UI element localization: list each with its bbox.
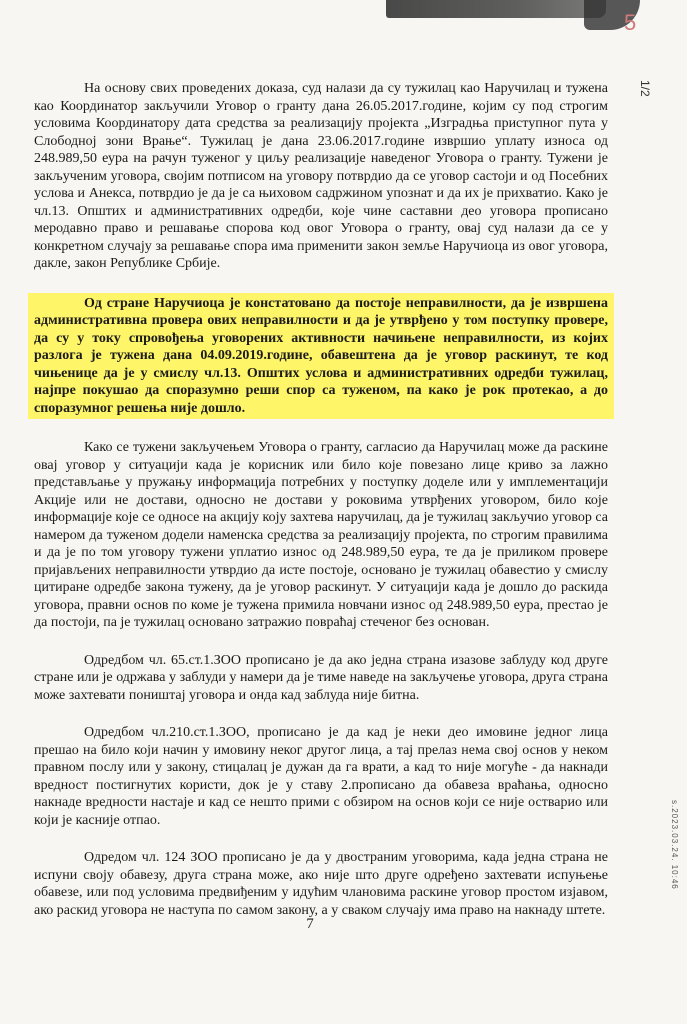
paragraph-highlighted-irregularities: Од стране Наручиоца је констатовано да постоје неправилности, да је извршена административна провера ових неправилности и да је утврђено у том поступку провере, да су у току спровођења уговорених активности начињене неправилности, из којих разлога је тужена дана 04.09.2019.године, обавештена да је уговор раскинут, те код чињенице да је у смислу чл.13. Општих услова и административних одредби тужилац, најпре покушао да споразумно реши спор са туженом, па како је рок протекао, а до споразумног решења није дошло. bbox=[28, 293, 614, 420]
paragraph-article-124: Одредом чл. 124 ЗОО прописано је да у двостраним уговорима, када једна страна не испуни своју обавезу, друга страна може, ако није што друге одређено захтевати испуњење обавезе, или под условима предвиђеним у идућим члановима раскине уговор простом изјавом, ако раскид уговора не наступа по самом закону, а у сваком случају има право на накнаду штете. bbox=[34, 850, 608, 918]
paragraph-termination: Како се тужени закључењем Уговора о гранту, сагласио да Наручилац може да раскине овај уговор у ситуацији када је корисник или било које повезано лице криво за лажно представљање у пружању информација потребних у поступку доделе или у имплементацији Акције или не достави, односно не достави у роковима утврђених уговором, било које информације које се односе на акцију коју захтева наручилац, да је тужилац закључио уговор са намером да туженом додели наменска средства за реализацију пројекта, по строгим правилима и да је по том уговору тужени уплатио износ од 248.989,50 еура, те да је приликом провере пријављених неправилности утврдио да исте постоје, основано је тужилац обавестио у смислу цитиране одредбе закона тужену, да је уговор раскинут. У ситуацији када је дошло до раскида уговора, правни основ по коме је тужена примила новчани износ од 248.989,50 еура, престао је да постоји, па је тужилац основано затражио повраћај стеченог без основан. bbox=[34, 440, 608, 630]
side-stamp-text: s.2023.03.24. 10:46 bbox=[670, 800, 679, 890]
paragraph-evidence: На основу свих проведених доказа, суд налази да су тужилац као Наручилац и тужена као Координатор закључили Уговор о гранту дана 26.05.2017.године, којим су под строгим условима Координатору дата средства за реализацију пројекта „Изградња приступног пута у Слободној зони Врање“. Тужилац је дана 23.06.2017.године извршио уплату износа од 248.989,50 еура на рачун туженог у циљу реализације наведеног Уговора о гранту. Тужени је закљученим уговора, својим потписом на уговору потврдио да се уговор састоји и од Посебних услова и Анекса, потврдио је да је са њиховом садржином упознат и да их је прихватио. Како је чл.13. Општих и административних одредби, које чине саставни део уговора прописано меродавно право и решавање спорова код овог Уговора о гранту, овај суд налази да се у конкретном случају за решавање спора има применити закон земље Наручиоца из овог уговора, дакле, закон Републике Србије. bbox=[34, 81, 608, 271]
paragraph-article-65: Одредбом чл. 65.ст.1.ЗОО прописано је да ако једна страна изазове заблуду код друге стране или је одржава у заблуди у намери да је тиме наведе на закључење уговора, друга страна може захтевати поништај уговора и онда кад заблуда није битна. bbox=[34, 652, 608, 703]
paragraph-article-210: Одредбом чл.210.ст.1.ЗОО, прописано је да кад је неки део имовине једног лица прешао на било који начин у имовину неког другог лица, а тај прелаз нема свој основ у неком правном послу или у закону, стицалац је дужан да га врати, а кад то није могуће - да накнади вредност постигнутих користи, док је у ставу 2.прописано да обавеза враћања, односно накнаде вредности настаје и кад се нешто прими с обзиром на основ који се није остварио или који је касније отпао. bbox=[34, 725, 608, 828]
scan-ink-smudge bbox=[386, 0, 606, 18]
side-page-label: 1/2 bbox=[638, 80, 652, 97]
handwritten-page-mark: 5 bbox=[624, 10, 637, 35]
page-number: 7 bbox=[306, 916, 314, 932]
document-body bbox=[34, 80, 608, 939]
